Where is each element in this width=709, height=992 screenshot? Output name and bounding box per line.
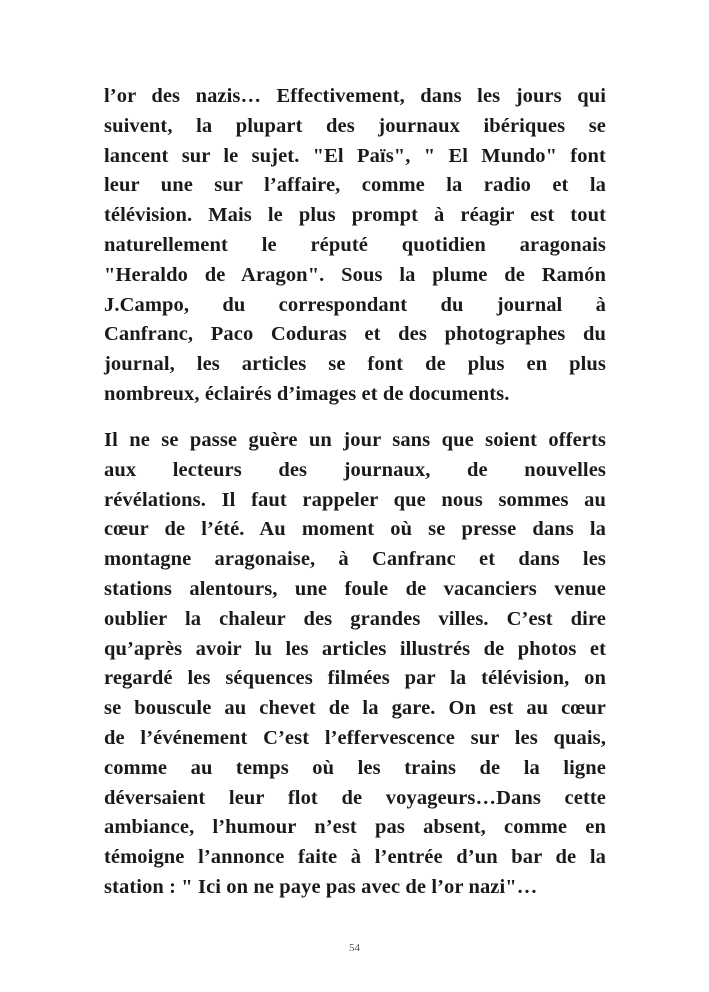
text-line: naturellement le réputé quotidien aragonais: [104, 233, 606, 256]
text-line: déversaient leur flot de voyageurs…Dans cette: [104, 786, 606, 809]
paragraph-1: [104, 82, 606, 410]
paragraph-2: [104, 426, 606, 903]
text-line: ambiance, l’humour n’est pas absent, comme en: [104, 816, 606, 839]
page-number: 54: [349, 942, 360, 954]
text-line: Canfranc, Paco Coduras et des photographes du: [104, 323, 606, 346]
text-line: aux lecteurs des journaux, de nouvelles: [104, 458, 606, 481]
text-line: journal, les articles se font de plus en plus: [104, 353, 606, 376]
text-line: révélations. Il faut rappeler que nous sommes au: [104, 488, 606, 511]
text-line: comme au temps où les trains de la ligne: [104, 756, 606, 779]
text-line: stations alentours, une foule de vacanciers venue: [104, 577, 606, 600]
text-line: regardé les séquences filmées par la télévision, on: [104, 667, 606, 690]
text-line: télévision. Mais le plus prompt à réagir est tout: [104, 204, 606, 227]
text-line: nombreux, éclairés d’images et de documents.: [104, 382, 510, 405]
text-line: l’or des nazis… Effectivement, dans les jours qui: [104, 85, 606, 107]
text-line: cœur de l’été. Au moment où se presse dans la: [104, 518, 606, 541]
text-line: Il ne se passe guère un jour sans que soient offerts: [104, 429, 606, 451]
text-line: leur une sur l’affaire, comme la radio et la: [104, 174, 606, 197]
text-line: de l’événement C’est l’effervescence sur les quais,: [104, 726, 606, 749]
text-line: se bouscule au chevet de la gare. On est au cœur: [104, 697, 606, 720]
text-line: montagne aragonaise, à Canfranc et dans les: [104, 548, 606, 571]
text-line: oublier la chaleur des grandes villes. C’est dire: [104, 607, 606, 630]
text-line: "Heraldo de Aragon". Sous la plume de Ramón: [104, 263, 606, 286]
text-line: station : " Ici on ne paye pas avec de l’or nazi"…: [104, 875, 538, 898]
text-line: lancent sur le sujet. "El Païs", " El Mundo" font: [104, 144, 606, 167]
text-line: suivent, la plupart des journaux ibériques se: [104, 114, 606, 137]
text-line: qu’après avoir lu les articles illustrés de photos et: [104, 637, 606, 660]
text-line: témoigne l’annonce faite à l’entrée d’un bar de la: [104, 846, 606, 869]
text-line: J.Campo, du correspondant du journal à: [104, 293, 606, 316]
